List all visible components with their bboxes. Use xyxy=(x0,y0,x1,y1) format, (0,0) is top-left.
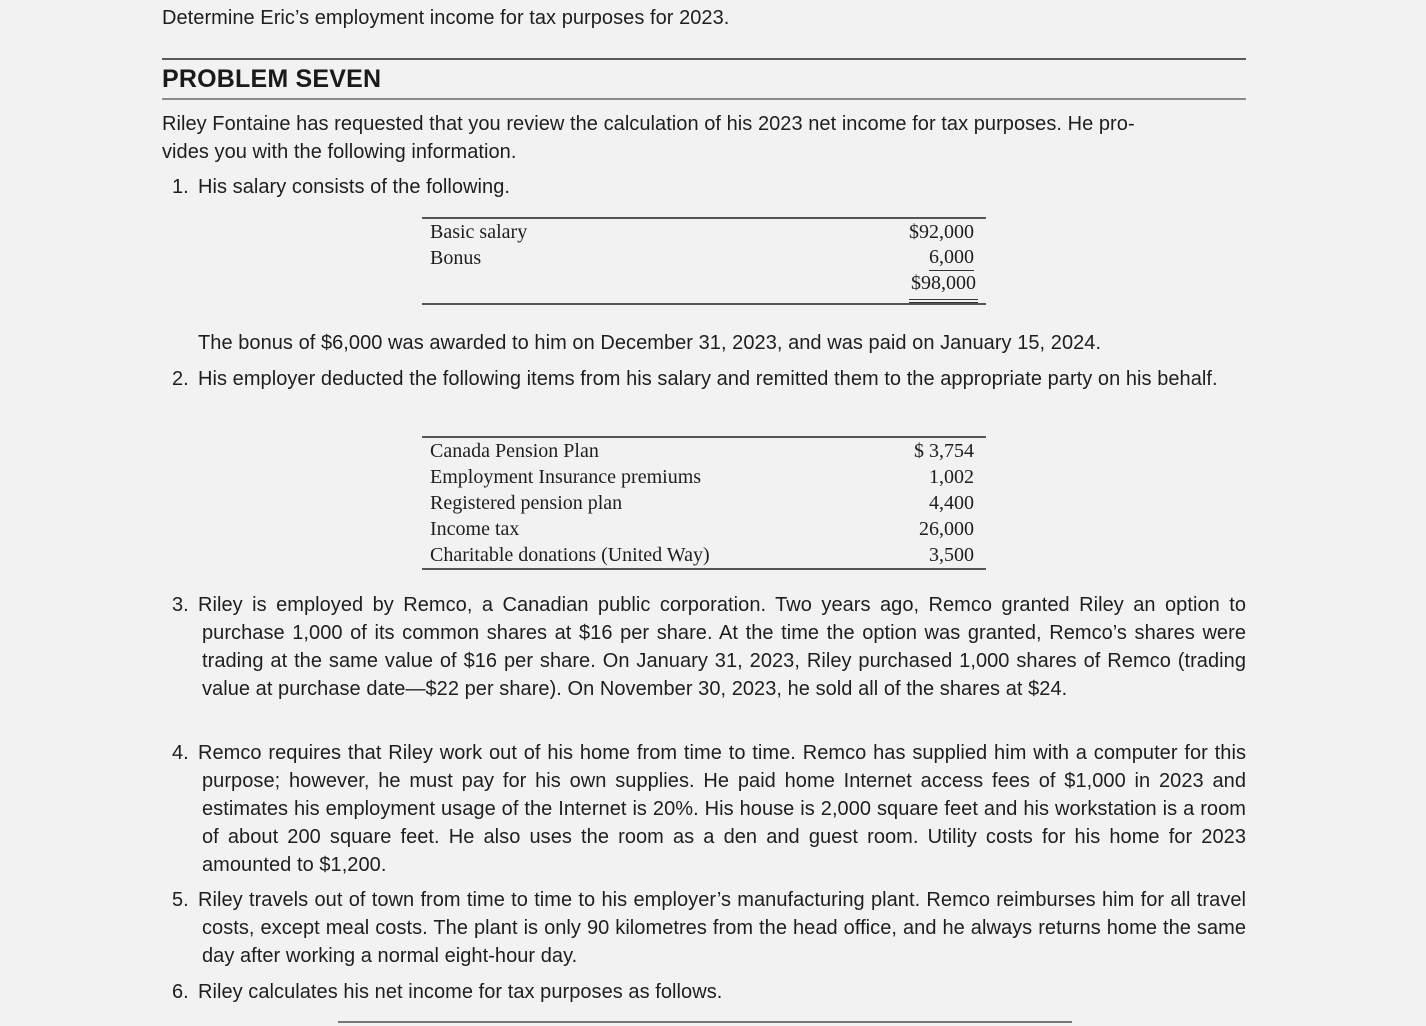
salary-label-bonus: Bonus xyxy=(430,247,482,269)
list-item-number: 5. xyxy=(172,889,189,911)
table-row xyxy=(422,464,986,490)
list-item-6 xyxy=(172,978,1246,1006)
list-item-number: 3. xyxy=(172,594,189,616)
problem-heading: PROBLEM SEVEN xyxy=(162,65,382,93)
deduction-value: 1,002 xyxy=(929,466,974,488)
salary-value-basic: $92,000 xyxy=(909,221,974,243)
table-row xyxy=(422,438,986,464)
salary-table xyxy=(422,217,986,305)
deduction-value: $ 3,754 xyxy=(914,440,974,462)
problem-intro-paragraph xyxy=(162,110,1246,166)
table-row xyxy=(422,542,986,568)
list-item-text: Riley calculates his net income for tax purposes as follows. xyxy=(198,981,723,1003)
deduction-label: Charitable donations (United Way) xyxy=(430,544,710,566)
list-item-4 xyxy=(172,739,1246,879)
deduction-label: Income tax xyxy=(430,518,520,540)
list-item-5 xyxy=(172,886,1246,970)
list-item-number: 4. xyxy=(172,742,189,764)
problem-intro-line-1: Riley Fontaine has requested that you review the calculation of his 2023 net income for tax purposes. He pro- xyxy=(162,113,1135,135)
table-total-row xyxy=(422,271,986,303)
deduction-value: 3,500 xyxy=(929,544,974,566)
bonus-note: The bonus of $6,000 was awarded to him on December 31, 2023, and was paid on January 15, 2024. xyxy=(198,332,1102,354)
salary-total: $98,000 xyxy=(909,271,978,303)
list-item-text: Riley is employed by Remco, a Canadian public corporation. Two years ago, Remco granted Riley an option to purchase 1,000 of its common shares at $16 per share. At the time the option was granted, Remco’s shares were trading at the same value of $16 per share. On January 31, 2023, Riley purchased 1,000 shares of Remco (trading value at purchase date—$22 per share). On November 30, 2023, he sold all of the shares at $24. xyxy=(198,594,1246,700)
deductions-table xyxy=(422,436,986,570)
table-row xyxy=(422,490,986,516)
table-row xyxy=(422,516,986,542)
intro-sentence: Determine Eric’s employment income for tax purposes for 2023. xyxy=(162,7,730,29)
list-item-text: Riley travels out of town from time to time to his employer’s manufacturing plant. Remco reimburses him for all travel costs, except meal costs. The plant is only 90 kilometres from the head office, and he always returns home the same day after working a normal eight-hour day. xyxy=(198,889,1246,967)
list-item-text: His salary consists of the following. xyxy=(198,176,510,198)
heading-top-rule xyxy=(162,58,1246,60)
problem-intro-line-2: vides you with the following information. xyxy=(162,141,517,163)
list-item-text: His employer deducted the following items from his salary and remitted them to the appropriate party on his behalf. xyxy=(198,368,1218,390)
table-row xyxy=(422,219,986,245)
list-item-number: 6. xyxy=(172,981,189,1003)
list-item-2 xyxy=(172,365,1246,393)
deduction-value: 26,000 xyxy=(919,518,974,540)
salary-value-bonus: 6,000 xyxy=(929,245,974,271)
table-row xyxy=(422,245,986,271)
list-item-1 xyxy=(172,173,1246,201)
deduction-label: Registered pension plan xyxy=(430,492,623,514)
list-item-number: 1. xyxy=(172,176,189,198)
list-item-number: 2. xyxy=(172,368,189,390)
deduction-value: 4,400 xyxy=(929,492,974,514)
list-item-text: Remco requires that Riley work out of his home from time to time. Remco has supplied him with a computer for this purpose; however, he must pay for his own supplies. He paid home Internet access fees of $1,000 in 2023 and estimates his employment usage of the Internet is 20%. His house is 2,000 square feet and his workstation is a room of about 200 square feet. He also uses the room as a den and guest room. Utility costs for his home for 2023 amounted to $1,200. xyxy=(198,742,1246,876)
list-item-3 xyxy=(172,591,1246,703)
salary-label-basic: Basic salary xyxy=(430,221,528,243)
next-table-top-rule xyxy=(338,1021,1072,1023)
heading-bottom-rule xyxy=(162,98,1246,100)
deduction-label: Canada Pension Plan xyxy=(430,440,599,462)
deduction-label: Employment Insurance premiums xyxy=(430,466,702,488)
